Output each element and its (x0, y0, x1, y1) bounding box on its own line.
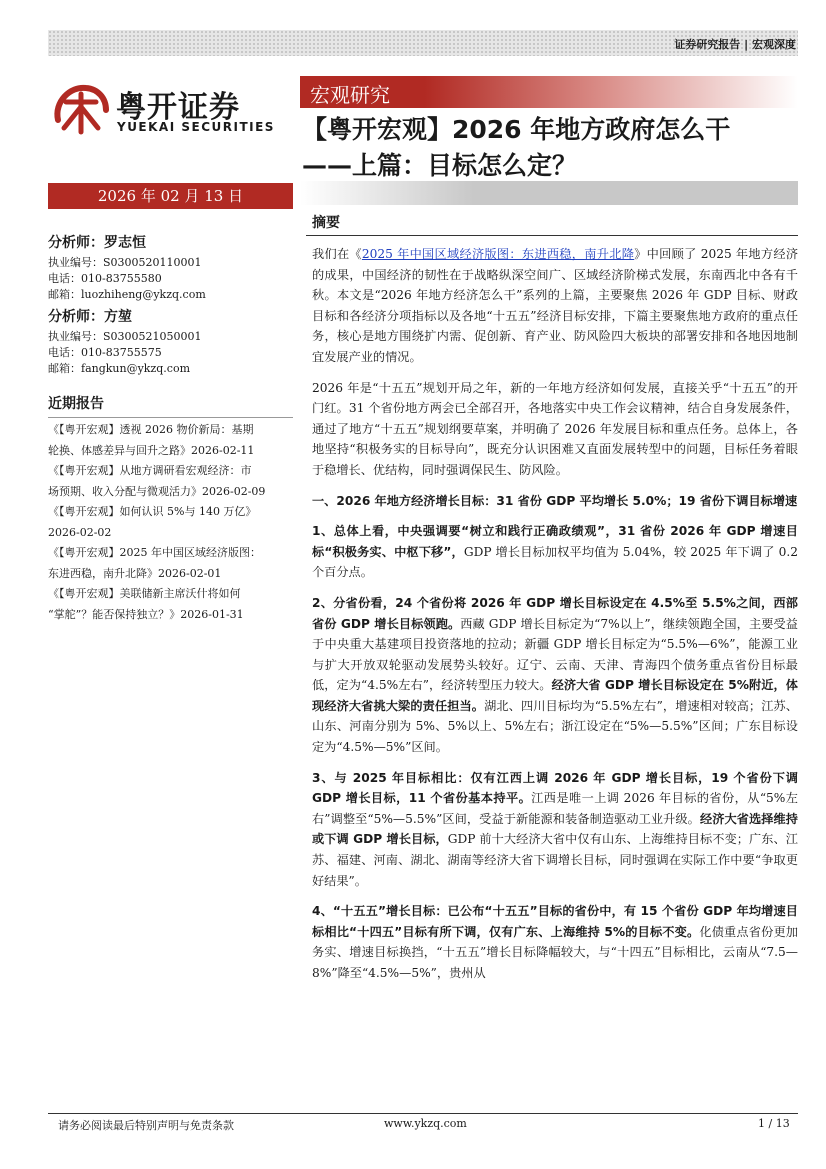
footer-page-number: 1 / 13 (758, 1117, 790, 1130)
recent-report-line[interactable]: 轮换、体感差异与回升之路》2026-02-11 (48, 443, 255, 457)
recent-report-line[interactable]: 《【粤开宏观】2025 年中国区域经济版图： (48, 546, 261, 559)
analyst-name: 分析师：罗志恒 (48, 235, 146, 251)
recent-report-line[interactable]: 《【粤开宏观】美联储新主席沃什将如何 (48, 587, 241, 600)
paragraph-point-3: 3、与 2025 年目标相比：仅有江西上调 2026 年 GDP 增长目标，19 个省份下调 GDP 增长目标，11 个省份基本持平。江西是唯一上调 2026 年目标的省份，从“5%左右”调整至“5%—5.5%”区间，受益于新能源和装备制造驱动工业升级。经济大省选择维持或下调 GDP 增长目标，GDP 前十大经济大省中仅有山东、上海维持目标不变；广东、江苏、福建、河南、湖北、湖南等经济大省下调增长目标，同时强调在实际工作中要“争取更好结果”。 (312, 770, 798, 888)
report-title (302, 112, 802, 184)
decorative-bar (300, 181, 798, 205)
recent-reports-heading: 近期报告 (48, 396, 104, 412)
doc-type-label: 证券研究报告 | 宏观深度 (674, 38, 796, 51)
paragraph-overview: 2026 年是“十五五”规划开局之年，新的一年地方经济如何发展，直接关乎“十五五”的开门红。31 个省份地方两会已全部召开，各地落实中央工作会议精神，结合自身发展条件，通过了地方“十五五”规划纲要草案，并明确了 2026 年发展目标和重点任务。总体上，各地坚持“积极务实的目标导向”，既充分认识困难又直面发展转型中的问题，目标任务着眼于稳增长、优结构，同时强调保民生、防风险。 (312, 380, 798, 477)
recent-divider (48, 417, 293, 418)
analyst-name: 分析师：方堃 (48, 309, 132, 325)
paragraph-point-4: 4、“十五五”增长目标：已公布“十五五”目标的省份中，有 15 个省份 GDP 年均增速目标相比“十四五”目标有所下调，仅有广东、上海维持 5%的目标不变。化债重点省份更加务实、增速目标换挡，“十五五”增长目标降幅较大，与“十四五”目标相比，云南从“7.5—8%”降至“4.5%—5%”，贵州从 (312, 904, 798, 980)
recent-report-line[interactable]: 2026-02-02 (48, 525, 112, 539)
section-heading-1: 一、2026 年地方经济增长目标：31 省份 GDP 平均增长 5.0%；19 省份下调目标增速 (312, 493, 798, 508)
abstract-body (312, 244, 798, 994)
logo-text-cn: 粤开证券 (116, 90, 240, 125)
analyst-license: 执业编号：S0300521050001 (48, 330, 202, 343)
paragraph-intro: 我们在《2025 年中国区域经济版图：东进西稳，南升北降》中回顾了 2025 年地方经济的成果，中国经济的韧性在于战略纵深空间广、区域经济阶梯式发展，东南西北中各有千秋。本文是“2026 年地方经济怎么干”系列的上篇，主要聚焦 2026 年 GDP 目标、财政目标和各经济分项指标以及各地“十五五”经济目标安排，下篇主要聚焦地方政府的重点任务，核心是地方围绕扩内需、促创新、育产业、防风险四大板块的部署安排和各地因地制宜发展产业的情况。 (312, 247, 799, 364)
footer-disclaimer[interactable]: 请务必阅读最后特别声明与免责条款 (58, 1119, 234, 1132)
yuekai-logo-icon (52, 80, 110, 136)
analyst-license: 执业编号：S0300520110001 (48, 256, 202, 269)
recent-reports-list (48, 420, 288, 625)
recent-report-line[interactable]: 《【粤开宏观】透视 2026 物价新局：基期 (48, 423, 254, 436)
recent-report-line[interactable]: 场预期、收入分配与微观活力》2026-02-09 (48, 484, 266, 498)
abstract-heading: 摘要 (312, 215, 340, 231)
analyst-phone: 电话：010-83755575 (48, 346, 162, 359)
category-label: 宏观研究 (310, 83, 390, 107)
recent-report-line[interactable]: 《【粤开宏观】如何认识 5%与 140 万亿》 (48, 505, 257, 518)
analyst-email[interactable]: 邮箱：luozhiheng@ykzq.com (48, 288, 206, 301)
paragraph-point-2: 2、分省份看，24 个省份将 2026 年 GDP 增长目标设定在 4.5%至 5.5%之间，西部省份 GDP 增长目标领跑。西藏 GDP 增长目标定为“7%以上”，继续领跑全国，主要受益于中央重大基建项目投资落地的拉动；新疆 GDP 增长目标定为“5.5%—6%”，能源工业与扩大开放双轮驱动发展势头较好。辽宁、云南、天津、青海四个债务重点省份目标最低，定为“4.5%左右”，经济转型压力较大。经济大省 GDP 增长目标设定在 5%附近，体现经济大省挑大梁的责任担当。湖北、四川目标均为“5.5%左右”，增速相对较高；江苏、山东、河南分别为 5%、5%以上、5%左右；浙江设定在“5%—5.5%”区间；广东目标设定为“4.5%—5%”区间。 (312, 595, 798, 755)
analyst-block-2 (48, 307, 288, 377)
analyst-email[interactable]: 邮箱：fangkun@ykzq.com (48, 362, 191, 375)
recent-reports-heading-wrap (48, 394, 288, 416)
report-link[interactable]: 2025 年中国区域经济版图：东进西稳，南升北降 (361, 247, 635, 261)
abstract-divider (306, 235, 798, 236)
title-line-1: 【粤开宏观】2026 年地方政府怎么干 (302, 115, 731, 144)
footer-divider (48, 1113, 798, 1114)
recent-report-line[interactable]: “掌舵”？能否保持独立？》2026-01-31 (48, 607, 244, 621)
logo-text-en: YUEKAI SECURITIES (117, 120, 275, 134)
category-banner (300, 76, 798, 108)
footer-website[interactable]: www.ykzq.com (384, 1117, 467, 1130)
analyst-phone: 电话：010-83755580 (48, 272, 162, 285)
analyst-block-1 (48, 233, 288, 303)
recent-report-line[interactable]: 《【粤开宏观】从地方调研看宏观经济：市 (48, 464, 252, 477)
recent-report-line[interactable]: 东进西稳，南升北降》2026-02-01 (48, 566, 222, 580)
title-line-2: ——上篇：目标怎么定？ (302, 151, 578, 180)
paragraph-point-1: 1、总体上看，中央强调要“树立和践行正确政绩观”，31 省份 2026 年 GDP 增速目标“积极务实、中枢下移”，GDP 增长目标加权平均值为 5.04%，较 2025 年下调了 0.2 个百分点。 (312, 524, 798, 580)
company-logo[interactable] (52, 80, 282, 136)
report-date: 2026 年 02 月 13 日 (48, 183, 293, 209)
